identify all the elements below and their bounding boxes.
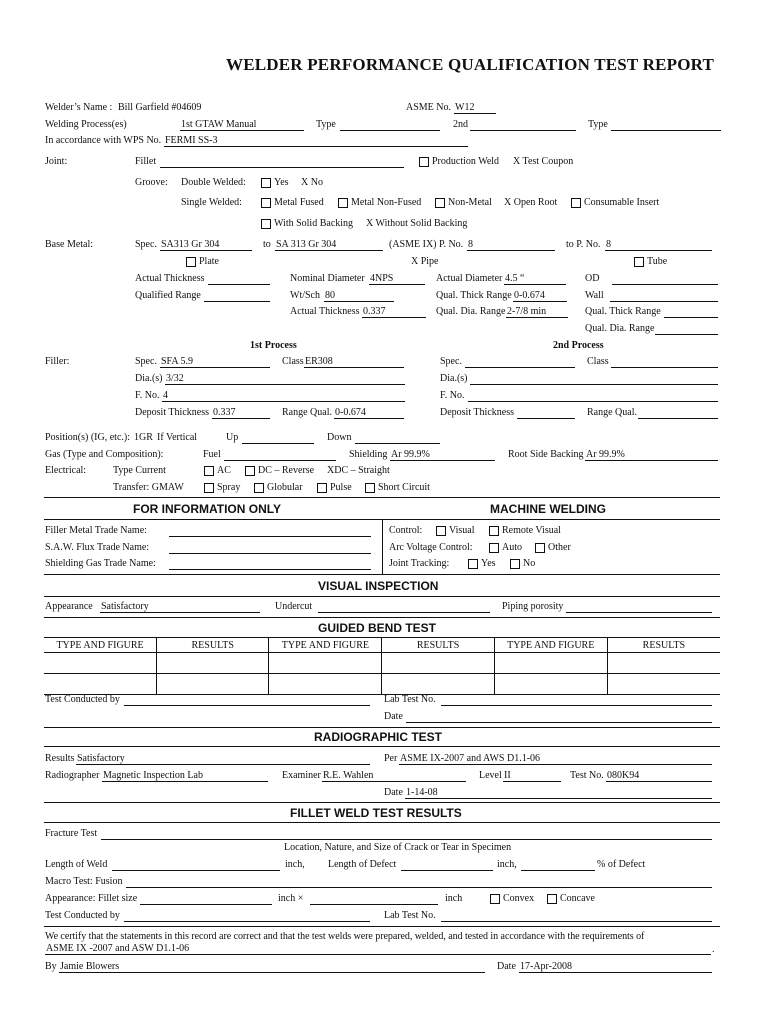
bend-cell[interactable] xyxy=(494,653,607,674)
fillet-lab-test-field[interactable] xyxy=(441,910,712,922)
without-solid-backing-label: X Without Solid Backing xyxy=(366,218,468,229)
deposit-thickness2-field[interactable] xyxy=(517,407,575,419)
filler-dia-field[interactable]: 3/32 xyxy=(165,373,405,385)
second-process-label: 2nd xyxy=(453,119,468,130)
wt-sch-field[interactable]: 80 xyxy=(324,290,394,302)
qual-dia-range2-field[interactable] xyxy=(655,323,718,335)
length-defect-label: Length of Defect xyxy=(328,859,397,870)
type2-field[interactable] xyxy=(611,119,721,131)
inch-x-label: inch × xyxy=(278,893,304,904)
bend-cell[interactable] xyxy=(44,674,157,695)
pulse-label: Pulse xyxy=(330,482,352,493)
deposit-thickness-field[interactable]: 0.337 xyxy=(212,407,270,419)
piping-porosity-field[interactable] xyxy=(566,601,712,613)
appearance-field[interactable]: Satisfactory xyxy=(100,601,260,613)
base-spec-label: Spec. xyxy=(135,239,157,250)
bend-date-field[interactable] xyxy=(406,711,712,723)
bend-cell[interactable] xyxy=(44,653,157,674)
convex-checkbox[interactable] xyxy=(490,894,500,904)
tracking-yes-checkbox[interactable] xyxy=(468,559,478,569)
metal-non-fused-label: Metal Non-Fused xyxy=(351,197,422,208)
percent-defect-field[interactable] xyxy=(521,859,595,871)
period: . xyxy=(712,944,715,955)
cert-date-label: Date xyxy=(497,961,516,972)
piping-porosity-label: Piping porosity xyxy=(502,601,564,612)
filler2-spec-field[interactable] xyxy=(465,356,575,368)
dc-reverse-label: DC – Reverse xyxy=(258,465,315,476)
qualified-range-label: Qualified Range xyxy=(135,290,201,301)
actual-thickness2-label: Actual Thickness xyxy=(290,306,360,317)
convex-label: Convex xyxy=(503,893,535,904)
rt-date-label: Date xyxy=(384,787,403,798)
other-checkbox[interactable] xyxy=(535,543,545,553)
filler2-dia-field[interactable] xyxy=(470,373,718,385)
consumable-insert-checkbox[interactable] xyxy=(571,198,581,208)
filler-class-field[interactable]: ER308 xyxy=(304,356,404,368)
spray-label: Spray xyxy=(217,482,241,493)
range-qual-label: Range Qual. xyxy=(282,407,332,418)
od-field[interactable] xyxy=(612,273,718,285)
asme-no-label: ASME No. xyxy=(406,102,452,113)
qual-thick-range-field[interactable]: 0-0.674 xyxy=(513,290,567,302)
with-solid-backing-label: With Solid Backing xyxy=(274,218,354,229)
radiographer-label: Radiographer xyxy=(45,770,100,781)
control-label: Control: xyxy=(389,525,423,536)
down-label: Down xyxy=(327,432,352,443)
remote-visual-label: Remote Visual xyxy=(502,525,561,536)
ac-checkbox[interactable] xyxy=(204,466,214,476)
first-process-heading: 1st Process xyxy=(250,340,297,351)
nominal-diameter-field[interactable]: 4NPS xyxy=(369,273,425,285)
non-metal-checkbox[interactable] xyxy=(435,198,445,208)
base-metal-label: Base Metal: xyxy=(45,239,94,250)
wt-sch-label: Wt/Sch xyxy=(290,290,320,301)
electrical-label: Electrical: xyxy=(45,465,87,476)
position-value: 1GR xyxy=(134,432,153,443)
plate-label: Plate xyxy=(199,256,219,267)
divider xyxy=(44,802,720,803)
shielding-field[interactable]: Ar 99.9% xyxy=(390,449,495,461)
bend-lab-test-field[interactable] xyxy=(441,694,712,706)
double-welded-no-label: X No xyxy=(301,177,323,188)
type-current-label: Type Current xyxy=(113,465,166,476)
xdc-straight-label: XDC – Straight xyxy=(327,465,390,476)
fillet-lab-test-label: Lab Test No. xyxy=(384,910,436,921)
process1-field[interactable]: 1st GTAW Manual xyxy=(180,119,304,131)
length-defect-inch: inch, xyxy=(497,859,517,870)
rt-results-label: Results xyxy=(45,753,75,764)
auto-label: Auto xyxy=(502,542,522,553)
bend-cell[interactable] xyxy=(157,653,269,674)
open-root-label: X Open Root xyxy=(504,197,558,208)
bend-col-header: RESULTS xyxy=(382,638,494,653)
tracking-no-checkbox[interactable] xyxy=(510,559,520,569)
rt-per-label: Per xyxy=(384,753,398,764)
machine-welding-heading: MACHINE WELDING xyxy=(490,502,606,516)
cert-date-field[interactable]: 17-Apr-2008 xyxy=(519,961,712,973)
fillet-appearance-label: Appearance: Fillet size xyxy=(45,893,138,904)
bend-col-header: RESULTS xyxy=(157,638,269,653)
certification-statement: We certify that the statements in this record are correct and that the test welds were prepared, welded, and tested in accordance with the requirements of xyxy=(45,931,645,942)
up-label: Up xyxy=(226,432,239,443)
qual-dia-range-label: Qual. Dia. Range xyxy=(436,306,506,317)
macro-test-field[interactable] xyxy=(126,876,712,888)
fillet-conducted-label: Test Conducted by xyxy=(45,910,120,921)
remote-visual-checkbox[interactable] xyxy=(489,526,499,536)
pno-label: (ASME IX) P. No. xyxy=(389,239,464,250)
bend-cell[interactable] xyxy=(382,674,494,695)
qual-dia-range-field[interactable]: 2-7/8 min xyxy=(506,306,568,318)
non-metal-label: Non-Metal xyxy=(448,197,492,208)
fuel-label: Fuel xyxy=(203,449,221,460)
test-coupon-label: X Test Coupon xyxy=(513,156,574,167)
rt-per-field[interactable]: ASME IX-2007 and AWS D1.1-06 xyxy=(399,753,712,765)
bend-test-table xyxy=(44,637,720,695)
gas-trade-label: Shielding Gas Trade Name: xyxy=(45,558,156,569)
root-backing-field[interactable]: Ar 99.9% xyxy=(585,449,718,461)
filler2-class-label: Class xyxy=(587,356,609,367)
bend-conducted-field[interactable] xyxy=(124,694,370,706)
filler-fno-field[interactable]: 4 xyxy=(162,390,405,402)
appearance-label: Appearance xyxy=(45,601,93,612)
level-field[interactable]: II xyxy=(503,770,561,782)
gas-label: Gas (Type and Composition): xyxy=(45,449,164,460)
bend-cell[interactable] xyxy=(494,674,607,695)
auto-checkbox[interactable] xyxy=(489,543,499,553)
shielding-label: Shielding xyxy=(349,449,388,460)
filler2-class-field[interactable] xyxy=(611,356,718,368)
rt-date-field[interactable]: 1-14-08 xyxy=(405,787,712,799)
production-weld-label: Production Weld xyxy=(432,156,500,167)
short-circuit-checkbox[interactable] xyxy=(365,483,375,493)
visual-inspection-heading: VISUAL INSPECTION xyxy=(318,579,439,593)
bend-cell[interactable] xyxy=(607,653,720,674)
range-qual2-label: Range Qual. xyxy=(587,407,637,418)
second-process-heading: 2nd Process xyxy=(553,340,604,351)
actual-diameter-field[interactable]: 4.5 “ xyxy=(504,273,566,285)
metal-non-fused-checkbox[interactable] xyxy=(338,198,348,208)
tracking-yes-label: Yes xyxy=(481,558,496,569)
rt-test-no-field[interactable]: 080K94 xyxy=(606,770,712,782)
divider xyxy=(44,596,720,597)
filler2-fno-field[interactable] xyxy=(468,390,718,402)
filler2-spec-label: Spec. xyxy=(440,356,462,367)
fuel-field[interactable] xyxy=(224,449,336,461)
double-welded-yes-label: Yes xyxy=(274,177,289,188)
wps-label: In accordance with WPS No. xyxy=(45,135,162,146)
if-vertical-label: If Vertical xyxy=(157,432,198,443)
joint-label: Joint: xyxy=(45,156,68,167)
length-defect-field[interactable] xyxy=(401,859,493,871)
bend-cell[interactable] xyxy=(607,674,720,695)
gas-trade-field[interactable] xyxy=(169,558,371,570)
standards-field[interactable]: ASME IX -2007 and ASW D1.1-06 xyxy=(45,943,711,955)
divider xyxy=(44,617,720,618)
filler-spec-field[interactable]: SFA 5.9 xyxy=(160,356,270,368)
with-solid-backing-checkbox[interactable] xyxy=(261,219,271,229)
wall-label: Wall xyxy=(585,290,604,301)
rt-test-no-label: Test No. xyxy=(570,770,604,781)
radiographer-field[interactable]: Magnetic Inspection Lab xyxy=(102,770,268,782)
globular-label: Globular xyxy=(267,482,303,493)
plate-checkbox[interactable] xyxy=(186,257,196,267)
up-field[interactable] xyxy=(242,432,314,444)
groove-label: Groove: xyxy=(135,177,168,188)
fracture-test-field[interactable] xyxy=(101,828,712,840)
visual-label: Visual xyxy=(449,525,475,536)
filler2-fno-label: F. No. xyxy=(440,390,465,401)
filler-dia-label: Dia.(s) xyxy=(135,373,163,384)
type-label: Type xyxy=(316,119,336,130)
type2-label: Type xyxy=(588,119,608,130)
visual-checkbox[interactable] xyxy=(436,526,446,536)
od-label: OD xyxy=(585,273,600,284)
filler-trade-field[interactable] xyxy=(169,525,371,537)
single-welded-label: Single Welded: xyxy=(181,197,242,208)
filler-spec-label: Spec. xyxy=(135,356,157,367)
undercut-field[interactable] xyxy=(318,601,490,613)
bend-cell[interactable] xyxy=(157,674,269,695)
root-backing-label: Root Side Backing xyxy=(508,449,584,460)
qual-dia-range2-label: Qual. Dia. Range xyxy=(585,323,655,334)
type1-field[interactable] xyxy=(340,119,440,131)
globular-checkbox[interactable] xyxy=(254,483,264,493)
length-weld-field[interactable] xyxy=(112,859,280,871)
fillet-label: Fillet xyxy=(135,156,157,167)
saw-flux-label: S.A.W. Flux Trade Name: xyxy=(45,542,150,553)
welder-name-label: Welder’s Name : xyxy=(45,102,113,113)
length-weld-inch: inch, xyxy=(285,859,305,870)
actual-thickness-label: Actual Thickness xyxy=(135,273,205,284)
page-title: WELDER PERFORMANCE QUALIFICATION TEST REPORT xyxy=(226,55,715,74)
metal-fused-checkbox[interactable] xyxy=(261,198,271,208)
fillet-size2-field[interactable] xyxy=(310,893,438,905)
process-label: Welding Process(es) xyxy=(45,119,127,130)
examiner-field[interactable]: R.E. Wahlen xyxy=(322,770,466,782)
pno-field[interactable]: 8 xyxy=(467,239,555,251)
bend-col-header: TYPE AND FIGURE xyxy=(269,638,382,653)
macro-test-label: Macro Test: Fusion xyxy=(45,876,123,887)
double-welded-label: Double Welded: xyxy=(181,177,246,188)
bend-cell[interactable] xyxy=(382,653,494,674)
filler-fno-label: F. No. xyxy=(135,390,160,401)
guided-bend-heading: GUIDED BEND TEST xyxy=(318,621,437,635)
qualified-range-field[interactable] xyxy=(204,290,270,302)
concave-checkbox[interactable] xyxy=(547,894,557,904)
bend-cell[interactable] xyxy=(269,653,382,674)
by-field[interactable]: Jamie Blowers xyxy=(59,961,485,973)
fillet-size-field[interactable] xyxy=(140,893,272,905)
level-label: Level xyxy=(479,770,502,781)
fillet-field[interactable] xyxy=(160,156,404,168)
tracking-no-label: No xyxy=(523,558,536,569)
base-spec-to-field[interactable]: SA 313 Gr 304 xyxy=(275,239,383,251)
bend-cell[interactable] xyxy=(269,674,382,695)
deposit-thickness2-label: Deposit Thickness xyxy=(440,407,514,418)
divider xyxy=(44,746,720,747)
filler2-dia-label: Dia.(s) xyxy=(440,373,468,384)
bend-col-header: TYPE AND FIGURE xyxy=(494,638,607,653)
fillet-weld-heading: FILLET WELD TEST RESULTS xyxy=(290,806,462,820)
down-field[interactable] xyxy=(355,432,440,444)
position-label: Position(s) (IG, etc.): xyxy=(45,432,130,443)
short-circuit-label: Short Circuit xyxy=(378,482,430,493)
bend-lab-test-label: Lab Test No. xyxy=(384,694,436,705)
saw-flux-field[interactable] xyxy=(169,542,371,554)
radiographic-heading: RADIOGRAPHIC TEST xyxy=(314,730,443,744)
bend-col-header: RESULTS xyxy=(607,638,720,653)
joint-tracking-label: Joint Tracking: xyxy=(389,558,450,569)
qual-thick-range-label: Qual. Thick Range xyxy=(436,290,512,301)
welder-name-value: Bill Garfield #04609 xyxy=(118,102,202,113)
nominal-diameter-label: Nominal Diameter xyxy=(290,273,365,284)
divider xyxy=(44,497,720,498)
wall-field[interactable] xyxy=(610,290,718,302)
actual-thickness2-field[interactable]: 0.337 xyxy=(362,306,426,318)
inch-label: inch xyxy=(445,893,463,904)
divider xyxy=(44,574,720,575)
actual-diameter-label: Actual Diameter xyxy=(436,273,503,284)
process2-field[interactable] xyxy=(470,119,576,131)
concave-label: Concave xyxy=(560,893,595,904)
spray-checkbox[interactable] xyxy=(204,483,214,493)
asme-no-field[interactable]: W12 xyxy=(454,102,496,114)
deposit-thickness-label: Deposit Thickness xyxy=(135,407,209,418)
metal-fused-label: Metal Fused xyxy=(274,197,324,208)
transfer-label: Transfer: GMAW xyxy=(113,482,184,493)
production-weld-checkbox[interactable] xyxy=(419,157,429,167)
divider xyxy=(44,926,720,927)
qual-thick-range2-label: Qual. Thick Range xyxy=(585,306,661,317)
fillet-conducted-field[interactable] xyxy=(124,910,370,922)
bend-date-label: Date xyxy=(384,711,403,722)
divider xyxy=(44,822,720,823)
range-qual-field[interactable]: 0-0.674 xyxy=(334,407,404,419)
filler-trade-label: Filler Metal Trade Name: xyxy=(45,525,147,536)
actual-thickness-field[interactable] xyxy=(208,273,270,285)
location-caption: Location, Nature, and Size of Crack or Tear in Specimen xyxy=(284,842,512,853)
consumable-insert-label: Consumable Insert xyxy=(584,197,660,208)
vertical-divider xyxy=(382,519,383,574)
examiner-label: Examiner xyxy=(282,770,321,781)
undercut-label: Undercut xyxy=(275,601,313,612)
filler-label: Filler: xyxy=(45,356,70,367)
fracture-test-label: Fracture Test xyxy=(45,828,98,839)
other-label: Other xyxy=(548,542,571,553)
length-weld-label: Length of Weld xyxy=(45,859,108,870)
base-spec-from-field[interactable]: SA313 Gr 304 xyxy=(160,239,252,251)
ac-label: AC xyxy=(217,465,231,476)
pulse-checkbox[interactable] xyxy=(317,483,327,493)
double-welded-yes-checkbox[interactable] xyxy=(261,178,271,188)
wps-field[interactable]: FERMI SS-3 xyxy=(164,135,468,147)
info-only-heading: FOR INFORMATION ONLY xyxy=(133,502,281,516)
bend-conducted-label: Test Conducted by xyxy=(45,694,120,705)
by-label: By xyxy=(45,961,57,972)
rt-results-field[interactable]: Satisfactory xyxy=(76,753,370,765)
arc-voltage-label: Arc Voltage Control: xyxy=(389,542,473,553)
divider xyxy=(44,727,720,728)
bend-col-header: TYPE AND FIGURE xyxy=(44,638,157,653)
base-to-label: to xyxy=(263,239,271,250)
tube-label: Tube xyxy=(647,256,668,267)
pipe-label: X Pipe xyxy=(411,256,439,267)
qual-thick-range2-field[interactable] xyxy=(664,306,718,318)
range-qual2-field[interactable] xyxy=(638,407,718,419)
dc-reverse-checkbox[interactable] xyxy=(245,466,255,476)
to-pno-label: to P. No. xyxy=(566,239,601,250)
tube-checkbox[interactable] xyxy=(634,257,644,267)
percent-defect-label: % of Defect xyxy=(597,859,646,870)
to-pno-field[interactable]: 8 xyxy=(605,239,712,251)
filler-class-label: Class xyxy=(282,356,304,367)
